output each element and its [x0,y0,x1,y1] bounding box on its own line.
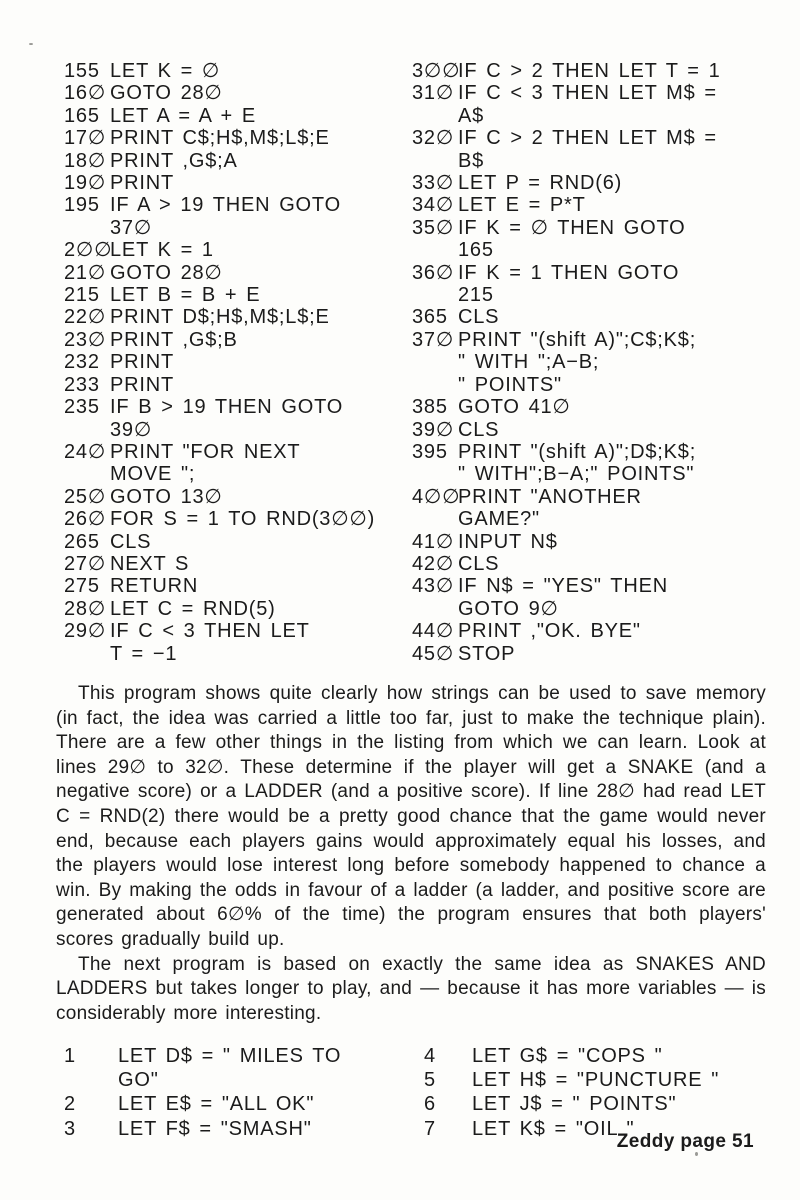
line-number: 395 [412,440,448,463]
code-statement [412,531,782,553]
code-line: GAME?" [458,508,540,531]
code-text [110,508,414,530]
code-statement [412,553,782,575]
code-text [458,60,782,82]
code-line: STOP [458,642,516,665]
code-text [110,531,414,553]
code-text [110,194,414,239]
code-line: PRINT "ANOTHER [458,485,642,508]
code-line: RETURN [110,575,199,598]
code-line: LET B = B + E [110,284,261,307]
code-line: LET H$ = "PUNCTURE " [472,1069,720,1092]
line-number: 235 [64,396,100,419]
line-number: 21∅ [64,261,107,284]
code-text [110,127,414,149]
line-number: 26∅ [64,508,107,531]
code-statement [412,396,782,418]
listing-main-left-column [64,60,414,665]
line-number: 29∅ [64,620,107,643]
line-number: 365 [412,306,448,329]
code-line: MOVE "; [110,463,196,486]
code-line: IF C < 3 THEN LET [110,620,310,643]
code-line: IF C > 2 THEN LET T = 1 [458,60,721,82]
code-statement [64,60,414,82]
code-statement [412,60,782,82]
code-line: A$ [458,104,485,127]
code-line: IF K = ∅ THEN GOTO [458,216,686,239]
code-statement [412,217,782,262]
code-statement [64,194,414,239]
code-statement [412,194,782,216]
code-line: IF A > 19 THEN GOTO [110,194,341,217]
code-line: GO" [118,1069,159,1092]
page-footer [617,1131,754,1153]
code-line: PRINT [110,351,174,374]
code-statement [412,620,782,642]
code-line: CLS [110,530,152,553]
line-number: 18∅ [64,149,107,172]
code-statement [64,127,414,149]
code-text [110,329,414,351]
code-line: IF C > 2 THEN LET M$ = [458,127,717,150]
code-line: PRINT C$;H$,M$;L$;E [110,127,330,150]
code-line: GOTO 28∅ [110,82,223,105]
code-statement [64,262,414,284]
code-text [458,194,782,216]
line-number: 19∅ [64,172,107,195]
code-statement [64,575,414,597]
listing-main-right-column [412,60,782,665]
code-statement [64,284,414,306]
code-line: " WITH ";A−B; [458,351,600,374]
body-text [56,682,766,1026]
code-statement [64,1092,414,1116]
code-statement [64,598,414,620]
code-text [110,374,414,396]
code-text [472,1044,784,1068]
line-number: 2 [64,1093,76,1116]
body-paragraph: This program shows quite clearly how strings can be used to save memory (in fact, the idea was carried a little too far, just to make the technique plain). There are a few other things in the listing from which we can learn. Look at lines 29∅ to 32∅. These determine if the player will get a SNAKE (and a negative score) or a LADDER (and a positive score). If line 28∅ had read LET C = RND(2) there would be a pretty good chance that the game would never end, because each players gains would approximately equal his losses, and the players would lose interest long before somebody happened to chance a win. By making the odds in favour of a ladder (a ladder, and positive score are generated about 6∅% of the time) the program ensures that both players' scores gradually build up. [56,683,766,950]
line-number: 5 [424,1069,436,1092]
line-number: 25∅ [64,485,107,508]
code-line: NEXT S [110,552,190,575]
code-statement [64,105,414,127]
code-line: GOTO 41∅ [458,396,571,419]
code-text [110,396,414,441]
code-text [110,284,414,306]
line-number: 233 [64,373,100,396]
code-statement [64,374,414,396]
code-text [110,598,414,620]
code-text [110,82,414,104]
code-statement [424,1092,784,1116]
scan-speck [29,43,33,45]
line-number: 24∅ [64,440,107,463]
code-line: 37∅ [110,216,153,239]
line-number: 44∅ [412,620,455,643]
code-statement [64,351,414,373]
code-text [472,1068,784,1092]
code-text [458,486,782,531]
code-statement [412,172,782,194]
line-number: 27∅ [64,552,107,575]
code-line: PRINT ,G$;B [110,328,238,351]
code-text [458,172,782,194]
code-statement [64,620,414,665]
code-line: LET K = ∅ [110,60,221,82]
line-number: 3 [64,1117,76,1140]
code-line: GOTO 28∅ [110,261,223,284]
code-text [110,351,414,373]
line-number: 155 [64,60,100,82]
code-statement [412,486,782,531]
code-line: PRINT ,"OK. BYE" [458,620,641,643]
code-text [118,1117,414,1141]
code-line: LET E = P*T [458,194,586,217]
code-statement [412,306,782,328]
code-statement [64,441,414,486]
code-line: B$ [458,149,485,172]
code-statement [64,306,414,328]
code-line: PRINT "FOR NEXT [110,440,301,463]
line-number: 6 [424,1093,436,1116]
code-line: 215 [458,284,494,307]
code-line: " POINTS" [458,373,562,396]
code-line: PRINT "(shift A)";C$;K$; [458,328,697,351]
line-number: 39∅ [412,418,455,441]
line-number: 22∅ [64,306,107,329]
line-number: 275 [64,575,100,598]
code-line: LET G$ = "COPS " [472,1045,663,1067]
code-statement [64,329,414,351]
code-text [110,575,414,597]
line-number: 4∅∅ [412,485,461,508]
code-text [458,217,782,262]
code-statement [412,329,782,396]
code-statement [64,172,414,194]
code-statement [424,1044,784,1068]
code-line: CLS [458,306,500,329]
code-text [458,396,782,418]
line-number: 17∅ [64,127,107,150]
code-text [472,1092,784,1116]
line-number: 195 [64,194,100,217]
code-statement [64,396,414,441]
code-line: IF B > 19 THEN GOTO [110,396,344,419]
code-statement [64,553,414,575]
code-text [458,127,782,172]
line-number: 35∅ [412,216,455,239]
code-line: GOTO 9∅ [458,597,559,620]
listing-vars-left-column [64,1044,414,1141]
code-line: IF K = 1 THEN GOTO [458,261,680,284]
code-text [458,82,782,127]
line-number: 265 [64,530,100,553]
line-number: 43∅ [412,575,455,598]
code-text [110,172,414,194]
code-line: LET F$ = "SMASH" [118,1117,312,1140]
code-statement [64,1044,414,1092]
line-number: 31∅ [412,82,455,105]
code-text [118,1044,414,1092]
line-number: 36∅ [412,261,455,284]
code-text [110,620,414,665]
code-text [458,441,782,486]
code-statement [64,239,414,261]
line-number: 165 [64,104,100,127]
code-text [458,306,782,328]
code-text [458,553,782,575]
code-line: INPUT N$ [458,530,558,553]
code-text [458,329,782,396]
code-line: T = −1 [110,642,178,665]
line-number: 34∅ [412,194,455,217]
code-statement [64,1117,414,1141]
code-line: IF C < 3 THEN LET M$ = [458,82,717,105]
line-number: 16∅ [64,82,107,105]
page-footer-label: Zeddy page 51 [616,1131,754,1152]
listing-vars-right-column [424,1044,784,1141]
code-statement [64,486,414,508]
code-line: 165 [458,239,494,262]
line-number: 37∅ [412,328,455,351]
code-statement [64,531,414,553]
code-line: PRINT D$;H$,M$;L$;E [110,306,330,329]
code-statement [412,262,782,307]
line-number: 41∅ [412,530,455,553]
code-text [110,553,414,575]
code-line: " WITH";B−A;" POINTS" [458,463,695,486]
line-number: 33∅ [412,172,455,195]
code-line: CLS [458,552,500,575]
code-text [458,531,782,553]
code-statement [64,508,414,530]
line-number: 3∅∅ [412,60,461,82]
code-text [458,575,782,620]
code-line: LET K = 1 [110,239,214,262]
scan-speck [695,1152,698,1156]
code-statement [412,419,782,441]
code-text [110,441,414,486]
code-line: LET D$ = " MILES TO [118,1045,342,1067]
code-line: CLS [458,418,500,441]
line-number: 4 [424,1045,436,1067]
line-number: 32∅ [412,127,455,150]
body-paragraph: The next program is based on exactly the same idea as SNAKES AND LADDERS but takes longer to play, and — because it has more variables — is considerably more interesting. [56,953,766,1024]
code-text [118,1092,414,1116]
code-text [110,150,414,172]
code-line: PRINT "(shift A)";D$;K$; [458,440,697,463]
code-statement [412,441,782,486]
code-text [110,105,414,127]
code-text [458,419,782,441]
code-line: IF N$ = "YES" THEN [458,575,668,598]
line-number: 1 [64,1045,76,1067]
code-line: GOTO 13∅ [110,485,223,508]
code-line: PRINT [110,172,174,195]
code-text [110,60,414,82]
code-line: 39∅ [110,418,153,441]
code-text [458,262,782,307]
code-statement [412,127,782,172]
code-statement [64,82,414,104]
line-number: 232 [64,351,100,374]
line-number: 23∅ [64,328,107,351]
line-number: 215 [64,284,100,307]
line-number: 28∅ [64,597,107,620]
code-line: LET P = RND(6) [458,172,623,195]
line-number: 385 [412,396,448,419]
code-line: LET K$ = "OIL " [472,1117,635,1140]
line-number: 2∅∅ [64,239,113,262]
code-line: LET E$ = "ALL OK" [118,1093,315,1116]
code-text [458,620,782,642]
code-text [110,239,414,261]
code-statement [412,575,782,620]
line-number: 42∅ [412,552,455,575]
code-statement [412,82,782,127]
code-line: PRINT [110,373,174,396]
code-line: LET A = A + E [110,104,256,127]
code-statement [412,643,782,665]
line-number: 45∅ [412,642,455,665]
code-text [110,262,414,284]
line-number: 7 [424,1117,436,1140]
code-text [110,486,414,508]
code-text [458,643,782,665]
code-line: FOR S = 1 TO RND(3∅∅) [110,508,376,531]
code-line: LET J$ = " POINTS" [472,1093,677,1116]
code-statement [64,150,414,172]
code-line: LET C = RND(5) [110,597,276,620]
code-statement [424,1068,784,1092]
code-text [110,306,414,328]
code-line: PRINT ,G$;A [110,149,238,172]
